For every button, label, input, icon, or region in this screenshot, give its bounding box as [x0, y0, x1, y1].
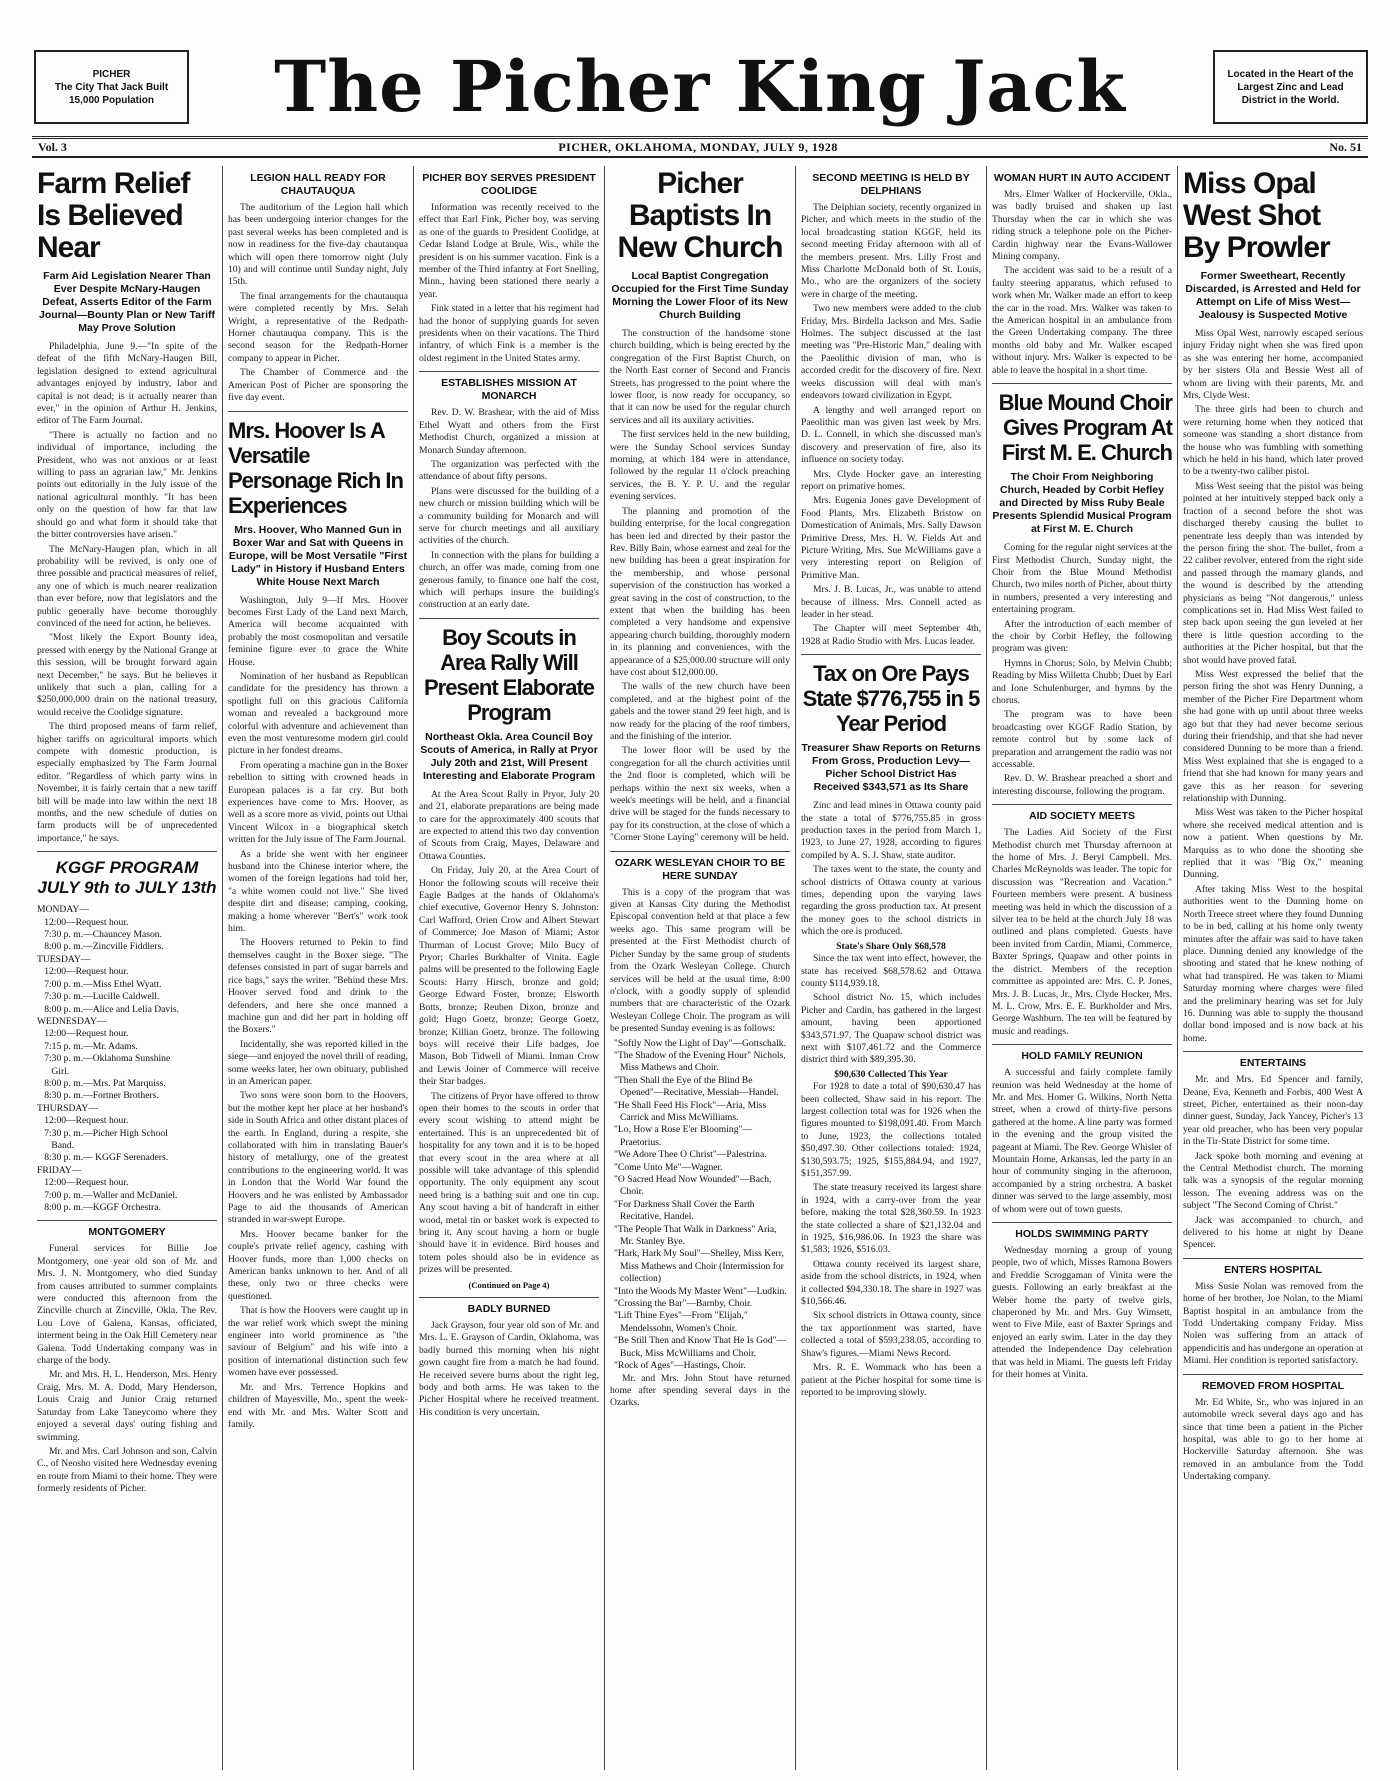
column-5: [796, 166, 987, 1770]
article-paragraph: Mr. Ed White, Sr., who was injured in an automobile wreck several days ago and has since that time been a patient in the Picher hospital, was able to go to her home at Hockerville Saturday afternoon. She was removed in an ambulance from the Todd Undertaking company.: [1183, 1396, 1363, 1483]
article-paragraph: Mrs. Eugenia Jones gave Development of Food Plants, Mrs. Elizabeth Bristow on Domestication of Animals, Mrs. Sally Dawson Primitive Dress, Mrs. H. W. Fields Art and Picture Writing, Mrs. Sue McWilliams gave a very interesting report on Religion of Primitive Man.: [801, 495, 981, 581]
mission-heading: ESTABLISHES MISSION AT MONARCH: [419, 371, 599, 403]
schedule-line: FRIDAY—: [37, 1164, 82, 1176]
article-paragraph: Jack Grayson, four year old son of Mr. and Mrs. L. E. Grayson of Cardin, Oklahoma, was badly burned this morning when his night gown caught fire from a match he had found. He received severe burns about the right leg, body and both arms. He was taken to the Picher Hospital where he received treatment. His condition is very uncertain.: [419, 1320, 599, 1418]
article-paragraph: Mr. and Mrs. John Stout have returned home after spending several days in the Ozarks.: [610, 1372, 790, 1409]
schedule-line: 8:30 p. m.—Fortner Brothers.: [37, 1090, 159, 1102]
article-paragraph: The Chamber of Commerce and the American Post of Picher are sponsoring the five day event.: [228, 367, 408, 404]
removed-hospital-heading: REMOVED FROM HOSPITAL: [1183, 1374, 1363, 1393]
article-paragraph: The state treasury received its largest share in 1924, with a carry-over from the year before, making the total $28,360.59. In 1923 the state collected a share of $21,132.04 and in 1925, $16,986.06. In 1923 the share was $1,583; 1926, $516.03.: [801, 1182, 981, 1256]
montgomery-heading: MONTGOMERY: [37, 1220, 217, 1239]
picher-boy-heading: PICHER BOY SERVES PRESIDENT COOLIDGE: [422, 172, 596, 197]
kggf-program-title: KGGF PROGRAM JULY 9th to JULY 13th: [37, 851, 217, 898]
schedule-line: 7:30 p. m.—Picher High School: [37, 1127, 168, 1139]
article-paragraph: Mrs. J. B. Lucas, Jr., was unable to attend because of illness. Mrs. Connell acted as leader in her stead.: [801, 584, 981, 620]
article-paragraph: That is how the Hoovers were caught up in the war relief work which swept the mining engineer into world prominence as "the saviour of Belgium" and his wife into a position of international distinction such few women have ever possessed.: [228, 1305, 408, 1379]
choir-program-item: "Rock of Ages"—Hastings, Choir.: [614, 1360, 746, 1372]
choir-program-item: "Be Still Then and Know That He Is God"—Buck, Miss McWilliams and Choir.: [614, 1335, 787, 1359]
divider: [801, 654, 981, 655]
schedule-line: 7:00 p. m.—Miss Ethel Wyatt.: [37, 978, 162, 990]
article-paragraph: On Friday, July 20, at the Area Court of Honor the following scouts will receive their Eagle Badges at the hands of Oklahoma's chief executive, Governor Henry S. Johnston: Carl Wafford, Orien Crow and Albert Stewart of Commerce; Joe Mason of Miami; Astor Thurman of Locust Grove; Milo Bucy of Pryor; Charles Burkhalter of Vinita. Eagle palms will be presented to the following Eagle Scouts: Harry Hirsch, bronze and gold; George Edward Foster, bronze; Elsworth Botts, bronze; Reuben Dixon, bronze and gold; Hugo Goetz, bronze; George Goetz, bronze; Killian Goetz, bronze. The following boys will receive their Life badges, Joe Mason, Bob Tidwell of Miami. Inman Crow and Lewis Joiner of Commerce will receive their Star badges.: [419, 865, 599, 1088]
article-paragraph: Philadelphia, June 9.—"In spite of the defeat of the fifth McNary-Haugen Bill, legislation designed to extend agricultural advantages enjoyed by industry, labor and capital is not dead; is it actually nearer than ever," in the opinion of Arthur H. Jenkins, editor of The Farm Journal.: [37, 341, 217, 427]
article-paragraph: "Most likely the Export Bounty idea, pressed with energy by the National Grange at this session, will be brought forward again next December," he says. But he believes it unlikely that such a plan, calling for a $250,000,000 drain on the national treasury, would receive the Coolidge signature.: [37, 632, 217, 718]
newspaper-page: [22, 42, 1378, 1770]
choir-program-list: [610, 1038, 790, 1373]
column-2: [223, 166, 414, 1770]
dateline: [32, 136, 1368, 158]
choir-program-item: "O Sacred Head Now Wounded"—Bach, Choir.: [614, 1174, 772, 1198]
article-paragraph: Mr. and Mrs. Terrence Hopkins and children of Mayesville, Mo., spent the week-end with Mr. and Mrs. Walter Scott and family.: [228, 1381, 408, 1430]
article-paragraph: Miss Opal West, narrowly escaped serious injury Friday night when she was fired upon as she was entering her home, accompanied by her sisters Ola and Bessie West all of whom are living with their parents, Mr. and Mrs. Clyde West.: [1183, 328, 1363, 402]
article-paragraph: Jack was accompanied to church, and delivered to his home at night by Deane Spencer.: [1183, 1214, 1363, 1251]
divider: [419, 618, 599, 619]
family-reunion-heading: HOLD FAMILY REUNION: [992, 1044, 1172, 1063]
choir-program-item: "The Shadow of the Evening Hour" Nichols, Miss Mathews and Choir.: [614, 1049, 786, 1074]
entertains-heading: ENTERTAINS: [1183, 1051, 1363, 1070]
schedule-line: Girl.: [37, 1065, 70, 1077]
article-paragraph: Mr. and Mrs. Carl Johnson and son, Calvin C., of Neosho visited here Wednesday evening en route from Miami to their home. They were formerly residents of Picher.: [37, 1445, 217, 1495]
baptists-subhead: Local Baptist Congregation Occupied for the First Time Sunday Morning the Lower Floor of its New Church Building: [611, 270, 789, 321]
mrs-hoover-subhead: Mrs. Hoover, Who Manned Gun in Boxer War and Sat with Queens in Europe, will be Most Versatile "First Lady" in History if Husband Enters White House Next March: [228, 523, 408, 588]
article-paragraph: Six school districts in Ottawa county, since the tax apportionment was started, have collected a total of $593,238.05, according to Shaw's figures.—Miami News Record.: [801, 1310, 981, 1359]
schedule-line: MONDAY—: [37, 904, 89, 916]
article-paragraph: For 1928 to date a total of $90,630.47 has been collected, Shaw said in his report. The largest collection total was for 1926 when the figures mounted to $198,091.40. From March to June, 1923, the collections totaled $50,497.30. Other collections totaled: 1924, $130,593.75; 1925, $155,884.94, and 1927, $151,357.99.: [801, 1081, 981, 1179]
choir-program-item: "Crossing the Bar"—Barnby, Choir.: [614, 1298, 753, 1310]
choir-program-item: "He Shall Feed His Flock"—Aria, Miss Carrick and Miss McWilliams.: [614, 1099, 767, 1123]
article-paragraph: "There is actually no faction and no individual of importance, including the President, who was not anxious or at least willing to pass an agrarian law," Mr. Jenkins points out editorially in the July issue of the national agricultural monthly. "It has been only on the question of how far that law should go and what form it should take that the bitter controversies have arisen.": [37, 429, 217, 541]
schedule-line: 12:00—Request hour.: [37, 966, 129, 978]
ear-slogan: The City That Jack Built: [54, 81, 169, 93]
ozark-choir-heading: OZARK WESLEYAN CHOIR TO BE HERE SUNDAY: [610, 851, 790, 883]
article-paragraph: After the introduction of each member of the choir by Corbit Hefley, the following program was given:: [992, 618, 1172, 655]
right-ear-box: [1213, 50, 1368, 124]
schedule-line: 12:00—Request hour.: [37, 1115, 129, 1127]
article-paragraph: The program was to have been broadcasting over KGGF Radio Station, by remote control but by some lack of preparation and arrangement the radio was not accessable.: [992, 709, 1172, 770]
mrs-hoover-headline: Mrs. Hoover Is A Versatile Personage Rich In Experiences: [228, 417, 403, 518]
article-paragraph: Ottawa county received its largest share, aside from the school districts, in 1924, when it collected $94,330.18. The share in 1927 was $10,566.46.: [801, 1258, 981, 1308]
ear-location: Located in the Heart of the Largest Zinc and Lead District in the World.: [1227, 68, 1354, 106]
article-paragraph: The planning and promotion of the building enterprise, for the local congregation has been led and directed by their pastor the Rev. Billy Bain, whose earnest and zeal for the new building has been a great inspiration for the membership, and whose personal supervision of the construction has worked a great saving in the cost of construction, to the extent that when the building has been completed a very handsome and expensive appearing church building, thoroughly modern in its planning and conveniences, with the appearance of a $25,000.00 structure will only have cost about $12,000.00.: [610, 505, 791, 678]
article-paragraph: Mrs. Hoover became banker for the couple's private relief agency, cashing with Hoover funds, more than 1,000 checks on American banks unknown to her. And of all these, only two or three checks were questioned.: [228, 1228, 408, 1302]
schedule-line: 12:00—Request hour.: [37, 1028, 129, 1040]
choir-program-item: "Come Unto Me"—Wagner.: [614, 1161, 723, 1173]
schedule-line: 12:00—Request hour.: [37, 916, 129, 928]
column-6: [987, 166, 1178, 1770]
article-paragraph: Zinc and lead mines in Ottawa county paid the state a total of $776,755.85 in gross production taxes in the period from March 1, 1923, to June 27, 1928, according to figures compiled by A. S. J. Shaw, state auditor.: [801, 800, 981, 861]
column-1: [32, 166, 223, 1770]
ore-tax-headline: Tax on Ore Pays State $776,755 in 5 Year Period: [802, 661, 980, 737]
choir-program-item: "Lift Thine Eyes"—From "Elijah," Mendelssohn, Women's Choir.: [614, 1310, 748, 1334]
article-paragraph: Nomination of her husband as Republican candidate for the presidency has thrown a spotlight full on this gracious California woman and revealed a background more colorful with adventure and achievement than even the most venturesome modern girl could picture in her fondest dreams.: [228, 670, 408, 757]
ear-population: 15,000 Population: [68, 94, 155, 106]
schedule-line: 7:15 p. m.—Mr. Adams.: [37, 1040, 138, 1052]
article-paragraph: The organization was perfected with the attendance of about fifty persons.: [419, 458, 599, 483]
article-paragraph: Jack spoke both morning and evening at the Central Methodist church. The morning talk was a synopsis of the regular morning lesson. The evening address was on the subject "The Second Coming of Christ.": [1183, 1150, 1363, 1212]
badly-burned-heading: BADLY BURNED: [419, 1297, 599, 1316]
column-4: [605, 166, 796, 1770]
schedule-line: WEDNESDAY—: [37, 1015, 107, 1027]
article-paragraph: Mr. and Mrs. H. L. Henderson, Mrs. Henry Craig, Mrs. M. A. Dodd, Mary Henderson, Louis Craig and Junior Craig returned Saturday from Lake Taneycomo where they enjoyed a several days' outing fishing and swimming.: [37, 1369, 217, 1443]
article-paragraph: A lengthy and well arranged report on Paeolithic man was given last week by Mrs. D. L. Connell, in which she discussed man's discovery and preservation of fire, also its influence on society today.: [801, 404, 981, 466]
article-paragraph: The first services held in the new building, were the Sunday School services Sunday morning, at which 184 were in attendance, followed by the regular 11 o'clock preaching services, the B. Y. P. U. and the regular evening services.: [610, 429, 790, 503]
article-paragraph: Miss Susie Nolan was removed from the home of her brother, Joe Nolan, to the Miami Baptist hospital in an ambulance from the Todd Undertaking company Friday. Miss Nolen was suffering from an attack of appendicitis and has undergone an operation at Miami. Her condition is reported satisfactory.: [1183, 1280, 1363, 1367]
enters-hospital-heading: ENTERS HOSPITAL: [1183, 1258, 1363, 1277]
choir-program-item: "Softly Now the Light of Day"—Gottschalk.: [614, 1037, 786, 1049]
farm-relief-headline: Farm Relief Is Believed Near: [37, 167, 190, 264]
article-paragraph: Plans were discussed for the building of a new church or mission building which will be a community building for Monarch and will serve for church meetings and all auxiliary activities of the church.: [419, 485, 599, 547]
choir-program-item: "We Adore Thee O Christ"—Palestrina.: [614, 1149, 767, 1161]
article-paragraph: School district No. 15, which includes Picher and Cardin, has gathered in the largest amount, having been apportioned $343,571.97. The Quapaw school district was next with $107,461.72 and the Commerce district third with $89,395.30.: [801, 992, 981, 1066]
article-paragraph: After taking Miss West to the hospital authorities went to the Dunning home on North Treece street where they found Dunning to be in bed, calling at his home only twenty minutes after the affair was said to have taken place. Dunning denied any knowledge of the shooting and stated that he knew nothing of what had transpired. He was taken to Miami Saturday morning where charges were filed and the preliminary hearing was set for July 16. Dunning was able to supply the thousand dollar bond imposed and is now back at his home.: [1183, 883, 1363, 1044]
schedule-line: 8:30 p. m.— KGGF Serenaders.: [37, 1152, 169, 1164]
schedule-line: Band.: [37, 1139, 75, 1151]
choir-program-item: "The People That Walk in Darkness" Aria, Mr. Stanley Bye.: [614, 1223, 777, 1248]
article-paragraph: The final arrangements for the chautauqua were completed recently by Mrs. Selah Wright, a representative of the Redpath-Horner chautauqua company. This is the second season for the Redpath-Horner company to appear in Picher.: [228, 290, 408, 364]
boy-scouts-subhead: Northeast Okla. Area Council Boy Scouts of America, in Rally at Pryor July 20th and 21st, Will Present Interesting and Elaborate Program: [420, 730, 598, 782]
schedule-line: 7:30 p. m.—Chauncey Mason.: [37, 929, 162, 941]
continued-note: (Continued on Page 4): [468, 1279, 550, 1290]
article-paragraph: Wednesday morning a group of young people, two of which, Misses Ramona Bowers and Freddie Scroggaman of Vinita were the guests. Following an early breakfast at the Weber home the party of twelve girls, chaperoned by Mr. and Mrs. Guy Wimsett, went to Five Mile, east of Baxter Springs and enjoyed an early swim. Later in the day they attended the Independence Day celebration that was held in Miami. The guests left Friday for their homes at Vinita.: [992, 1245, 1172, 1381]
article-paragraph: The auditorium of the Legion hall which has been undergoing interior changes for the past several weeks has been completed and is now in readiness for the five-day chautauqua which will open there tomorrow night (July 10) and will continue until Sunday night, July 15th.: [228, 202, 408, 288]
columns: [32, 166, 1368, 1770]
article-paragraph: Miss West seeing that the pistol was being pointed at her intuitively stepped back only a fraction of a second before the shot was discharged thereby causing the bullet to penentrate less deeply than was intended by the person firing the shot. The bullet, from a 22 caliber revolver, entered from the right side and passed through the mamary glands, and the wound is described by the attending physicians as being "Not dangerous," unless complications set in. Had Miss West failed to step back upon seeing the gun leveled at her there is little question according to the authorities at the Picher hospital, but that the shot would have proved fatal.: [1183, 480, 1363, 666]
ore-tax-subhead: Treasurer Shaw Reports on Returns From Gross, Production Levy—Picher School District Has Received $343,571 as Its Share: [801, 742, 981, 794]
divider: [992, 383, 1172, 384]
article-paragraph: The accident was said to be a result of a faulty steering apparatus, which refused to work when Mr. Walker made an effort to keep the car in the road. Mrs. Walker was taken to the American hospital in an ambulance from the Green Undertaking company. The three months old baby and Mr. Walker escaped without injury. Mrs. Walker is expected to be able to leave the hospital in a short time.: [992, 265, 1172, 376]
article-paragraph: Mrs. R. E. Wommack who has been a patient at the Picher hospital for some time is reported to be improving slowly.: [801, 1362, 981, 1398]
article-paragraph: Miss West was taken to the Picher hospital where she received medical attention and is now a patient. When questions by Mr. Marquiss as to who done the shooting she replied that it was "Big Ox," meaning Dunning.: [1183, 807, 1363, 881]
article-paragraph: Since the tax went into effect, however, the state has received $68,578.62 and Ottawa county $114,939.18.: [801, 953, 981, 989]
boy-scouts-headline: Boy Scouts in Area Rally Will Present Elaborate Program: [423, 624, 595, 725]
article-paragraph: Mrs. Clyde Hocker gave an interesting report on primative homes.: [801, 468, 981, 492]
blue-mound-headline: Blue Mound Choir Gives Program At First M. E. Church: [998, 390, 1172, 466]
blue-mound-subhead: The Choir From Neighboring Church, Headed by Corbit Hefley and Directed by Miss Ruby Beale Presents Splendid Musical Program at First M. E. Church: [992, 471, 1172, 536]
article-paragraph: Miss West expressed the belief that the person firing the shot was Henry Dunning, a member of the Picher Fire Department whom she had gone with up until about three weeks ago but that they had never become serious during their friendship, and that she had never considered Dunning to be more than a friend. Miss West explained that she is engaged to a friend that she had known for many years and gave this as her reason for severing relationship with Dunning.: [1183, 668, 1363, 805]
schedule-line: TUESDAY—: [37, 953, 91, 965]
article-paragraph: The McNary-Haugen plan, which in all probability will be revived, is only one of three possible and practical measures of relief, any one of which is much nearer realization than ever before, now that legislators and the public generally have become thoroughly convinced of the need for action, he believes.: [37, 543, 217, 629]
article-paragraph: Two new members were added to the club Friday, Mrs. Birdella Jackson and Mrs. Sadie Holmes. The subject discussed at the last meeting was "Pre-Historic Man," dealing with the Paeolithic division of man, who is accorded credit for the discovery of fire. Next weeks discussion will deal with man's endeavors toward civilization in Egypt.: [801, 303, 981, 402]
article-paragraph: Coming for the regular night services at the First Methodist Church, Sunday night, the Choir from the Blue Mound Methodist Church, two miles north of Picher, about thirty in numbers, presented a very interesting and entertaining program.: [992, 542, 1172, 616]
article-paragraph: The lower floor will be used by the congregation for all the church activities until the 2nd floor is completed, which will be perhaps within the next six weeks, when a week's meetings will be held, and a financial drive will be staged for the funds necessary to pay for its construction, at the close of which a "Corner Stone Laying" ceremony will be held.: [610, 745, 790, 844]
choir-program-item: "Lo, How a Rose E'er Blooming"—Praetorius.: [614, 1124, 752, 1148]
article-paragraph: The construction of the handsome stone church building, which is being erected by the congregation of the First Baptist Church, on the North East corner of Second and Francis Streets, has progressed to the point where the lower floor, is now ready for occupancy, so that it can now be used for the regular church services and all its auxilary activities.: [610, 328, 790, 426]
article-paragraph: From operating a machine gun in the Boxer rebellion to sitting with crowned heads in European palaces is a far cry. But both experiences have come to Mrs. Hoover, as well as a score more as vivid, points out Uthai Vincent Wilcox in a biographical sketch written for the July issue of The Farm Journal.: [228, 759, 408, 846]
article-paragraph: Mr. and Mrs. Ed Spencer and family, Deane, Eva, Kenneth and Forbis, 400 West A street, Picher, entertained as their noon-day dinner guest, Sunday, Jack Yancey, Picher's 13 year old preacher, who has been very popular in the Tir-State District for some time.: [1183, 1074, 1363, 1148]
article-paragraph: The Ladies Aid Society of the First Methodist church met Thursday afternoon at the home of Mrs. J. Beryl Campbell. Mrs. Charles McReynolds was leader. The topic for discussion was "Recreation and Vacation." Fourteen members were present. A business meeting was held in which the discussion of a silver tea to be held at the church July 18 was outlined and plans completed. Guests have been invited from Cardin, Miami, Commerce, Baxter Springs, Quapaw and other points in the district. Members of the reception committee as appointed are: Mrs. C. P. Jones, Mrs. J. B. Lucas, Jr., Mrs. Clyde Hocker, Mrs. M. L. Crow, Mrs. E. E. Burkholder and Mrs. George Washburn. The tea will be featured by music and readings.: [992, 827, 1172, 1037]
place-date: PICHER, OKLAHOMA, MONDAY, JULY 9, 1928: [558, 140, 838, 154]
schedule-line: 7:30 p. m.—Lucille Caldwell.: [37, 991, 160, 1003]
article-paragraph: Information was recently received to the effect that Earl Fink, Picher boy, was serving as one of the guards to President Coolidge, at Cedar Island Lodge at Brule, Wis., while the president is on his summer vacation. Fink is a member of the Third infantry at Fort Snelling, Minn., having been stationed there nearly a year.: [419, 202, 599, 300]
column-3: [414, 166, 605, 1770]
article-paragraph: The third proposed means of farm relief, higher tariffs on agricultural imports which compete with domestic production, is especially emphasized by The Farm Journal editor. "Regardless of which party wins in November, it is fairly certain that a new tariff bill will be made into law within the next 18 months, and the new schedule of duties on farm products will be of unprecedented importance," he says.: [37, 721, 217, 844]
aid-society-heading: AID SOCIETY MEETS: [992, 804, 1172, 823]
article-paragraph: The Hoovers returned to Pekin to find themselves caught in the Boxer siege. "The defenses consisted in part of sugar barrels and rice bags," says the writer. "Behind these Mrs. Hoover served food and drink to the defenders, and here she once manned a machine gun and did her part in holding off the Boxers.": [228, 937, 408, 1036]
choir-program-item: "For Darkness Shall Cover the Earth Recitative, Handel.: [614, 1198, 755, 1223]
kggf-schedule: [37, 904, 217, 1214]
article-paragraph: Hymns in Chorus; Solo, by Melvin Chubb; Reading by Miss Willetta Chubb; Duet by Earl and Ione Schulenburger, and hymns by the chorus.: [992, 657, 1172, 706]
schedule-line: 12:00—Request hour.: [37, 1177, 129, 1189]
divider: [228, 411, 408, 412]
article-paragraph: The walls of the new church have been completed, and at the highest point of the gabels and the tower stand 29 feet high, and is now ready for the placing of the roof timbers, and the finishing of the interior.: [610, 681, 790, 742]
collected-subhead: $90,630 Collected This Year: [834, 1068, 948, 1080]
article-paragraph: Funeral services for Billie Joe Montgomery, one year old son of Mr. and Mrs. J. N. Montgomery, who died Sunday from causes attributed to summer complaints were conducted this afternoon from the Zincville church at Zincville, Okla. The Rev. Lou Love of Galena, Kansas, officiated, interment being in the Oak Hill Cemetery near Galena. Todd Undertaking company was in charge of the body.: [37, 1243, 217, 1367]
choir-program-item: "Hark, Hark My Soul"—Shelley, Miss Kerr, Miss Mathews and Choir (Intermission for collection): [614, 1248, 784, 1285]
state-share-subhead: State's Share Only $68,578: [836, 940, 946, 952]
schedule-line: THURSDAY—: [37, 1102, 98, 1114]
article-paragraph: The three girls had been to church and were returning home when they noticed that someone was standing a short distance from the house who was fumbling with something which he held in his hand, which later proved to be a twenty-two caliber pistol.: [1183, 404, 1363, 478]
auto-accident-heading: WOMAN HURT IN AUTO ACCIDENT: [993, 172, 1171, 184]
article-paragraph: A successful and fairly complete family reunion was held Wednesday at the home of Mr. and Mrs. Homer G. Wilkins, North Netta street, when a crowd of thirty-five persons gathered at the home. A line party was formed in the evening and the group visited the pageant at Miami. The Rev. George Whisler of Mountain Home, Arkansas, led the party in an hour of community singing in the afternoon, accompanied by a string orchestra. A basket dinner was served to the large assembly, most of whom were out of town guests.: [992, 1067, 1172, 1215]
farm-relief-subhead: Farm Aid Legislation Nearer Than Ever Despite McNary-Haugen Defeat, Asserts Editor of the Farm Journal—Bounty Plan or New Tariff May Prove Solution: [39, 270, 215, 334]
schedule-line: 8:00 p. m.—KGGF Orchestra.: [37, 1202, 161, 1213]
opal-west-subhead: Former Sweetheart, Recently Discarded, is Arrested and Held for Attempt on Life of Miss West—Jealousy is Suspected Motive: [1185, 270, 1361, 321]
opal-west-headline: Miss Opal West Shot By Prowler: [1183, 167, 1330, 264]
issue-number: No. 51: [1329, 140, 1362, 154]
article-paragraph: In connection with the plans for building a church, an offer was made, coming from one generous family, to finance one half the cost, which will perhaps insure the building's construction at an early date.: [419, 549, 599, 611]
swimming-party-heading: HOLDS SWIMMING PARTY: [992, 1222, 1172, 1241]
article-paragraph: At the Area Scout Rally in Pryor, July 20 and 21, elaborate preparations are being made to care for the approximately 400 scouts that are expected to attend this two day convention of Scouts from Craig, Mayes, Delaware and Ottawa Counties.: [419, 788, 599, 862]
article-paragraph: As a bride she went with her engineer husband into the Chinese interior where, the women of the foreign legations had told her, "a white women could not live." She lived despite dirt and disease; camping, cooking, making a home wherever "Bert's" work took him.: [228, 848, 408, 935]
article-paragraph: Incidentally, she was reported killed in the siege—and enjoyed the novel thrill of reading, some weeks later, her own obituary, published in an American paper.: [228, 1038, 408, 1087]
schedule-line: 8:00 p. m.—Zincville Fiddlers.: [37, 941, 164, 953]
baptists-headline: Picher Baptists In New Church: [617, 167, 783, 264]
article-paragraph: The taxes went to the state, the county and school districts of Ottawa county at various times, depending upon the varying laws regarding the gross production tax. At present the money goes to the school districts in which the ore is produced.: [801, 864, 981, 938]
choir-program-item: "Then Shall the Eye of the Blind Be Opened"—Recitative, Messiah—Handel.: [614, 1074, 779, 1099]
article-paragraph: This is a copy of the program that was given at Kansas City during the Methodist Episcopal convention held at that place a few weeks ago. This same program will be presented at the First Methodist church of Picher Sunday by the same group of students from the Ozark Wesleyan College. Church services will be held at the usual time, 8:00 o'clock, with a goodly supply of splendid numbers that are characteristic of the Ozark Wesleyan College Choir. The program as will be presented Sunday evening is as follows:: [610, 886, 790, 1035]
column-7: [1178, 166, 1368, 1770]
article-paragraph: Mrs. Elmer Walker of Hockerville, Okla., was badly bruised and shaken up last Thursday when the car in which she was riding struck a telephone pole on the Picher-Cardin highway near the Evans-Wallower Mining company.: [992, 189, 1172, 263]
article-paragraph: Fink stated in a letter that his regiment had had the honor of supplying guards for seven presidents when on their vacations. The Third infantry, of which Fink is a member is the oldest regiment in the United States army.: [419, 303, 599, 364]
schedule-line: 8:00 p. m.—Alice and Lelia Davis.: [37, 1003, 180, 1015]
article-paragraph: The citizens of Pryor have offered to throw open their homes to the scouts in order that every scout wishing to attend might be entertained. This is an unprecedented bit of hospitality for any town and it is to be hoped that every scout in the area where at all possible will take advantage of this splendid opportunity. The only equipment any scout need bring is a bathing suit and one tin cup. Any scout having a bit of handcraft in either wood, metal tin or basket work is expected to bring it. Any scout having a horn or bugle should have it in evidence. Bird houses and totem poles should also be in evidence as prizes will be presented.: [419, 1090, 599, 1276]
article-paragraph: The Delphian society, recently organized in Picher, and which meets in the studio of the local broadcasting station KGGF, held its second meeting Friday afternoon with all of the members present. Mrs. Lilly Frost and Miss Charlotte McDonald both of St. Louis, Mo., who are the organizers of the society were in charge of the meeting.: [801, 202, 981, 300]
schedule-line: 7:30 p. m.—Oklahoma Sunshine: [37, 1053, 171, 1065]
schedule-line: 7:00 p. m.—Waller and McDaniel.: [37, 1189, 178, 1201]
volume: Vol. 3: [38, 140, 67, 154]
left-ear-box: [34, 50, 189, 124]
schedule-line: 8:00 p. m.—Mrs. Pat Marquiss.: [37, 1077, 166, 1089]
article-paragraph: Rev. D. W. Brashear, with the aid of Miss Ethel Wyatt and others from the First Methodist Church, organized a mission at Monarch Sunday afternoon.: [419, 407, 599, 456]
ear-city: PICHER: [92, 68, 131, 80]
legion-hall-heading: LEGION HALL READY FOR CHAUTAUQUA: [250, 172, 386, 197]
article-paragraph: Two sons were soon born to the Hoovers, but the mother kept her place at her husband's side in South Africa and other distant places of the earth. In England, during a respite, she collaborated with him in translating Bauer's history of metallurgy, one of the greatest contributions to the engineering world. It was in London that the World War found the Hoovers and he was enlisted by Ambassador Page to aid the thousands of American stranded in war-swept Europe.: [228, 1090, 408, 1226]
article-paragraph: Washington, July 9—If Mrs. Hoover becomes First Lady of the Land next March, America will become acquainted with probably the most cosmopolitan and versatile feminine figure ever to grace the White House.: [228, 594, 408, 668]
article-paragraph: The Chapter will meet September 4th, 1928 at Radio Studio with Mrs. Lucas leader.: [801, 623, 981, 647]
article-paragraph: Rev. D. W. Brashear preached a short and interesting discourse, following the program.: [992, 773, 1172, 797]
masthead-title: The Picher King Jack: [274, 45, 1126, 128]
delphians-heading: SECOND MEETING IS HELD BY DELPHIANS: [812, 172, 970, 197]
choir-program-item: "Into the Woods My Master Went"—Ludkin.: [614, 1285, 787, 1297]
